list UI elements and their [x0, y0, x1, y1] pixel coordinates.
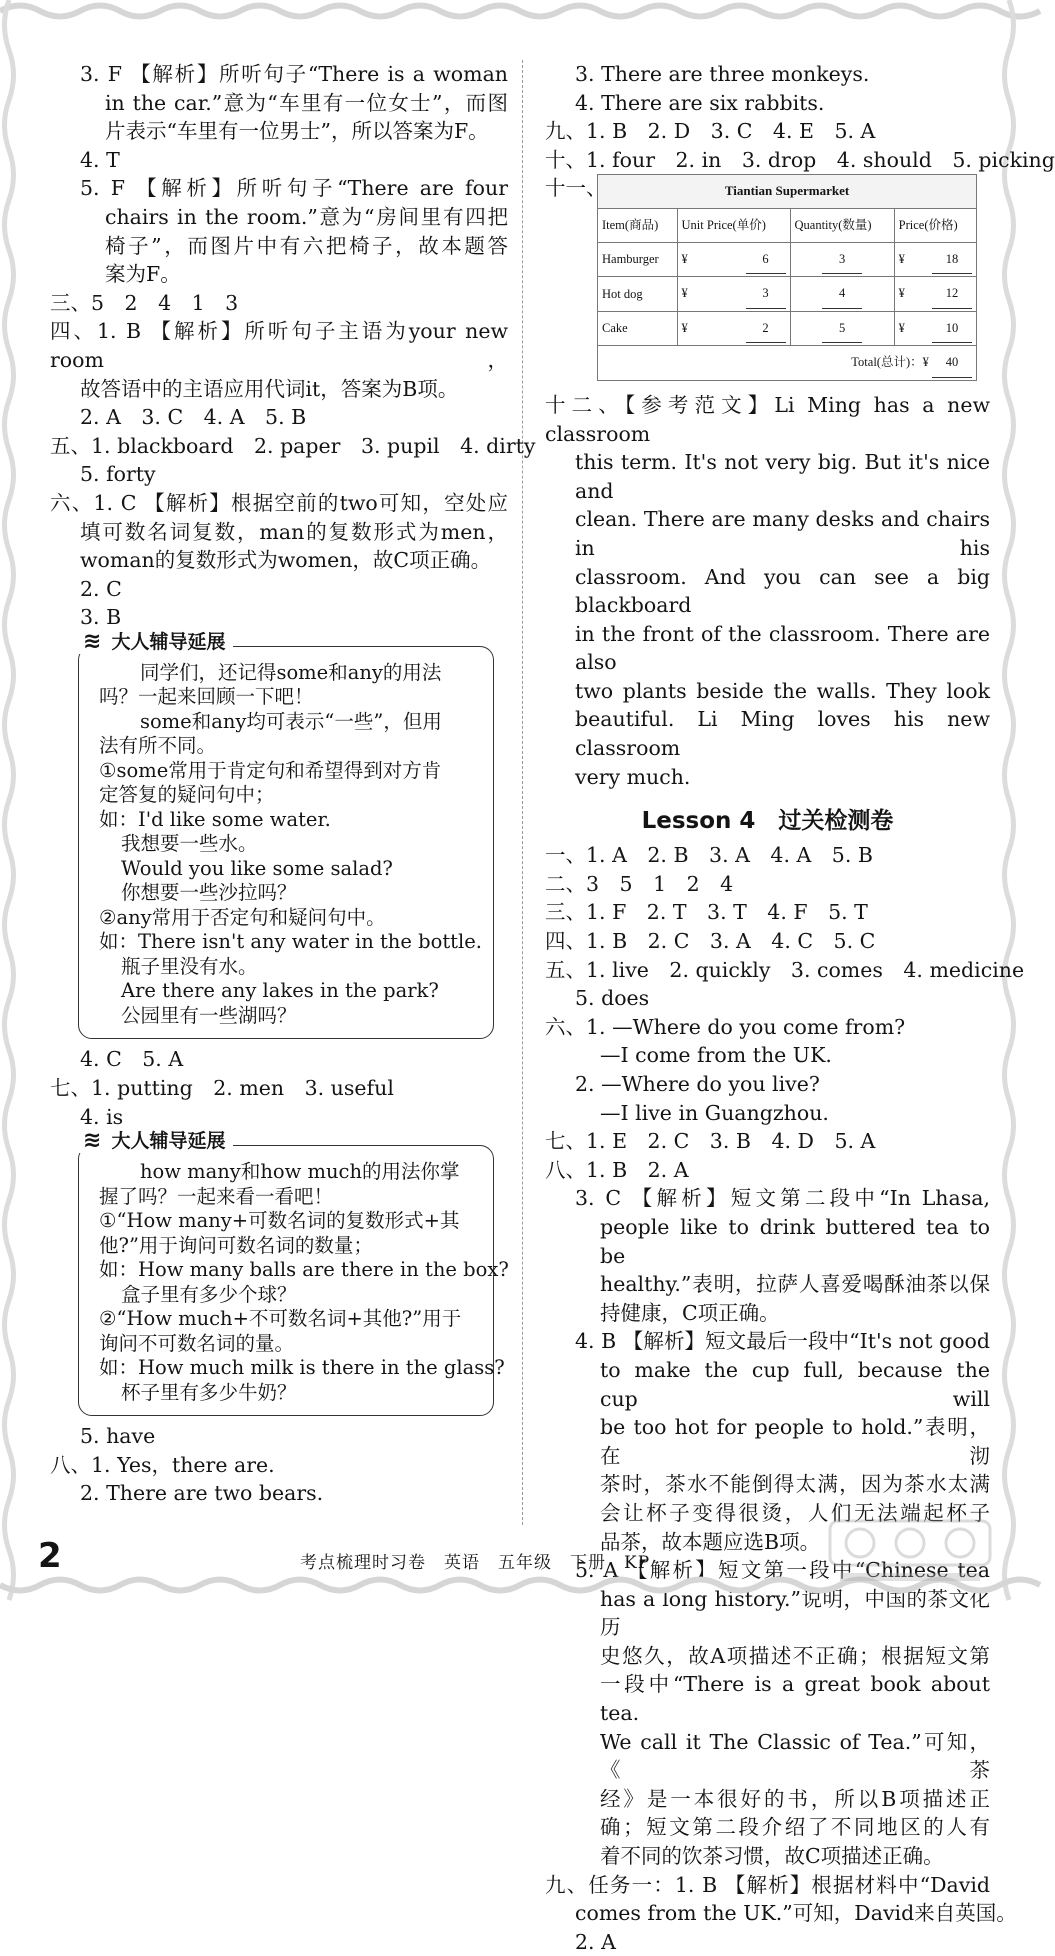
text-line: 三、5 2 4 1 3 — [50, 290, 239, 315]
text-line: 八、1. Yes，there are. — [50, 1452, 275, 1477]
text-line: 十、1. four 2. in 3. drop 4. should 5. picking — [545, 147, 1055, 172]
text-line: 填可数名词复数，man的复数形式为men， — [80, 519, 508, 544]
text-line: 一、1. A 2. B 3. A 4. A 5. B — [545, 843, 873, 868]
text-line: 着不同的饮茶习惯，故C项描述正确。 — [600, 1844, 944, 1869]
text-line: We call it The Classic of Tea.”可知，《茶 — [600, 1729, 990, 1783]
wave-lines-icon: ≋ — [83, 628, 102, 654]
right-column — [545, 60, 1055, 1956]
text-line: 确；短文第二段介绍了不同地区的人有 — [600, 1815, 990, 1840]
text-line: 一段中“There is a great book about tea. — [600, 1672, 990, 1726]
price-cell: ¥ 18 — [894, 242, 976, 277]
supermarket-table — [597, 174, 977, 381]
header-item: Item(商品) — [598, 208, 678, 242]
text-line: Would you like some salad? — [121, 856, 393, 880]
text-line: 握了吗？一起来看一看吧！ — [99, 1184, 334, 1208]
left-wave-border — [0, 0, 18, 1600]
text-line: 茶时，茶水不能倒得太满，因为茶水太满 — [600, 1472, 990, 1497]
text-line: 经》是一本很好的书，所以B项描述正 — [600, 1786, 990, 1811]
wave-lines-icon: ≋ — [83, 1128, 102, 1154]
watermark-logo — [820, 1515, 1000, 1590]
unit-price-cell: ¥ 3 — [677, 277, 790, 312]
text-line: 3. B — [80, 605, 122, 630]
table-row — [598, 311, 977, 346]
text-line: 定答复的疑问句中； — [99, 783, 275, 807]
text-line: 持健康，C项正确。 — [600, 1300, 780, 1325]
text-line: 椅子”，而图片中有六把椅子，故本题答 — [105, 233, 508, 258]
text-line: 如：I'd like some water. — [99, 807, 331, 831]
text-line: clean. There are many desks and chairs in his — [575, 507, 990, 560]
text-line: 2. —Where do you live? — [575, 1072, 820, 1096]
text-line: 案为F。 — [105, 262, 181, 287]
text-line: ①“How many+可数名词的复数形式+其 — [99, 1209, 460, 1233]
right-wave-border — [1000, 0, 1018, 1600]
text-line: 法有所不同。 — [99, 734, 217, 758]
right-answer-block-3 — [545, 841, 1025, 1956]
text-line: 如：There isn't any water in the bottle. — [99, 930, 482, 954]
text-line: beautiful. Li Ming loves his new classroom — [575, 707, 990, 761]
text-line: people like to drink buttered tea to be — [600, 1214, 990, 1268]
text-line: 杯子里有多少牛奶？ — [121, 1380, 297, 1404]
header-price: Price(价格) — [894, 208, 976, 242]
text-line: 二、3 5 1 2 4 — [545, 871, 734, 896]
text-line: classroom. And you can see a big blackboard — [575, 564, 990, 618]
text-line: 九、任务一：1. B 【解析】根据材料中“David — [545, 1872, 990, 1897]
text-line: 3. There are three monkeys. — [575, 62, 870, 86]
text-line: ①some常用于肯定句和希望得到对方肯 — [99, 758, 442, 782]
text-line: some和any均可表示“一些”，但用 — [139, 709, 442, 733]
text-line: —I come from the UK. — [600, 1043, 832, 1068]
supermarket-title: Tiantian Supermarket — [598, 175, 977, 209]
text-line: ②any常用于否定句和疑问句中。 — [99, 905, 386, 929]
tutoring-box-title — [75, 1129, 233, 1153]
text-line: 4. is — [80, 1104, 124, 1129]
item-cell: Cake — [598, 311, 678, 346]
supermarket-total-row — [598, 346, 977, 381]
tutoring-box-title-text: 大人辅导延展 — [111, 630, 226, 653]
text-line: 5. A 【解析】短文第一段中“Chinese tea — [575, 1558, 990, 1583]
total-label: Total(总计)：¥ — [851, 355, 929, 370]
text-line: 5. F 【解析】所听句子“There are four — [80, 176, 508, 201]
total-value: 40 — [932, 348, 972, 378]
text-line: 六、1. C 【解析】根据空前的two可知，空处应 — [50, 490, 508, 515]
quantity-cell: 3 — [790, 242, 894, 277]
text-line: how many和how much的用法你掌 — [139, 1160, 460, 1184]
text-line: 四、1. B 【解析】所听句子主语为your new room， — [50, 319, 508, 372]
text-line: 5. have — [80, 1424, 156, 1449]
text-line: 七、1. putting 2. men 3. useful — [50, 1075, 394, 1100]
quantity-cell: 5 — [790, 311, 894, 346]
top-wave-border — [0, 0, 1018, 22]
text-line: 九、1. B 2. D 3. C 4. E 5. A — [545, 119, 876, 144]
item-cell: Hot dog — [598, 277, 678, 312]
price-cell: ¥ 10 — [894, 311, 976, 346]
left-answer-block-1 — [50, 60, 536, 632]
text-line: 4. There are six rabbits. — [575, 90, 825, 115]
model-essay — [545, 391, 990, 791]
tutoring-box-body — [99, 660, 482, 1029]
text-line: in the car.”意为“车里有一位女士”，而图 — [105, 90, 508, 115]
text-line: 会让杯子变得很烫，人们无法端起杯子 — [600, 1500, 990, 1525]
text-line: 2. A — [575, 1929, 616, 1954]
text-line: 他?”用于询问可数名词的数量； — [99, 1233, 373, 1257]
text-line: 如：How much milk is there in the glass? — [99, 1356, 505, 1380]
text-line: chairs in the room.”意为“房间里有四把 — [105, 204, 508, 229]
text-line: 六、1. —Where do you come from? — [545, 1014, 906, 1039]
text-line: 吗？一起来回顾一下吧！ — [99, 685, 314, 709]
text-line: 片表示“车里有一位男士”，所以答案为F。 — [105, 119, 489, 144]
left-answer-block-3 — [50, 1422, 508, 1508]
text-line: 2. There are two bears. — [80, 1481, 324, 1506]
question-11-label: 十一、 — [545, 176, 607, 201]
text-line: —I live in Guangzhou. — [600, 1100, 829, 1125]
text-line: 2. A 3. C 4. A 5. B — [80, 405, 307, 430]
text-line: 我想要一些水。 — [121, 832, 258, 856]
text-line: 三、1. F 2. T 3. T 4. F 5. T — [545, 900, 868, 925]
text-line: very much. — [575, 764, 691, 789]
text-line: 七、1. E 2. C 3. B 4. D 5. A — [545, 1129, 876, 1154]
lesson-title: Lesson 4 过关检测卷 — [641, 808, 894, 835]
tutoring-box-body — [99, 1160, 509, 1405]
table-row — [598, 277, 977, 312]
left-column — [50, 60, 536, 1508]
text-line: 同学们，还记得some和any的用法 — [139, 660, 442, 684]
supermarket-header-row — [598, 208, 977, 242]
text-line: 4. B 【解析】短文最后一段中“It's not good — [575, 1329, 990, 1354]
page-number: 2 — [38, 1536, 62, 1576]
text-line: 十二、【参考范文】Li Ming has a new classroom — [545, 392, 990, 446]
text-line: be too hot for people to hold.”表明，在沏 — [600, 1415, 990, 1468]
text-line: 2. C — [80, 576, 122, 601]
text-line: in the front of the classroom. There are also — [575, 621, 990, 675]
text-line: ②“How much+不可数名词+其他?”用于 — [99, 1307, 462, 1331]
item-cell: Hamburger — [598, 242, 678, 277]
text-line: two plants beside the walls. They look — [575, 678, 990, 703]
header-unit-price: Unit Price(单价) — [677, 208, 790, 242]
tutoring-box-how-many-much — [78, 1128, 509, 1416]
text-line: 公园里有一些湖吗？ — [121, 1003, 297, 1027]
text-line: 盒子里有多少个球？ — [121, 1282, 297, 1306]
text-line: 瓶子里没有水。 — [121, 954, 258, 978]
footer-book-title: 考点梳理时习卷 英语 五年级 下册 KP — [300, 1553, 651, 1573]
text-line: Are there any lakes in the park? — [121, 979, 439, 1003]
text-line: woman的复数形式为women，故C项正确。 — [80, 548, 492, 573]
unit-price-cell: ¥ 2 — [677, 311, 790, 346]
text-line: 询问不可数名词的量。 — [99, 1331, 295, 1355]
tutoring-box-title — [75, 630, 233, 654]
right-answer-block-1 — [545, 60, 1055, 174]
text-line: 史悠久，故A项描述不正确；根据短文第 — [600, 1643, 990, 1668]
header-quantity: Quantity(数量) — [790, 208, 894, 242]
text-line: has a long history.”说明，中国的茶文化历 — [600, 1586, 990, 1640]
text-line: 5. does — [575, 986, 650, 1011]
text-line: 如：How many balls are there in the box? — [99, 1258, 509, 1282]
table-row — [598, 242, 977, 277]
unit-price-cell: ¥ 6 — [677, 242, 790, 277]
price-cell: ¥ 12 — [894, 277, 976, 312]
text-line: 五、1. live 2. quickly 3. comes 4. medicine — [545, 957, 1025, 982]
text-line: 3. F 【解析】所听句子“There is a woman — [80, 62, 508, 86]
text-line: 四、1. B 2. C 3. A 4. C 5. C — [545, 929, 876, 954]
text-line: 品茶，故本题应选B项。 — [600, 1529, 821, 1554]
text-line: 4. T — [80, 147, 120, 172]
tutoring-box-title-text: 大人辅导延展 — [111, 1130, 226, 1153]
text-line: comes from the UK.”可知，David来自英国。 — [575, 1901, 1017, 1926]
text-line: healthy.”表明，拉萨人喜爱喝酥油茶以保 — [600, 1272, 990, 1297]
column-divider — [522, 60, 523, 1525]
text-line: this term. It's not very big. But it's nice and — [575, 450, 990, 503]
left-answer-block-2 — [50, 1045, 508, 1131]
supermarket-answer — [545, 174, 990, 381]
text-line: 5. forty — [80, 462, 156, 487]
text-line: 4. C 5. A — [80, 1047, 184, 1072]
tutoring-box-some-any — [78, 628, 494, 1040]
quantity-cell: 4 — [790, 277, 894, 312]
text-line: 你想要一些沙拉吗？ — [121, 881, 297, 905]
text-line: 故答语中的主语应用代词it，答案为B项。 — [80, 376, 459, 401]
text-line: to make the cup full, because the cup will — [600, 1357, 990, 1411]
text-line: 3. C 【解析】短文第二段中“In Lhasa, — [575, 1186, 990, 1211]
text-line: 五、1. blackboard 2. paper 3. pupil 4. dirty — [50, 433, 536, 458]
text-line: 八、1. B 2. A — [545, 1157, 689, 1182]
